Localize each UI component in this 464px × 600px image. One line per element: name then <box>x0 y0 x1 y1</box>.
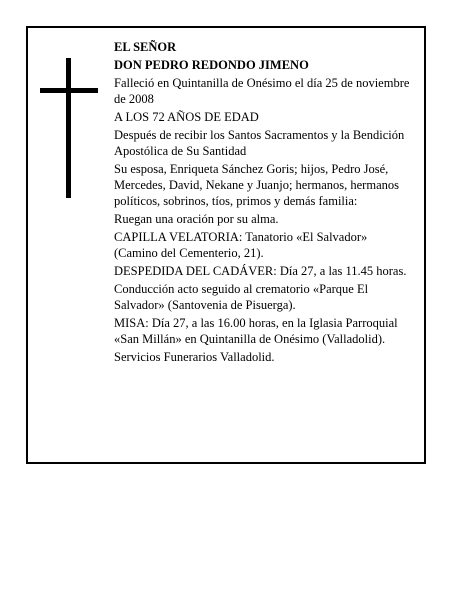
chapel-line: CAPILLA VELATORIA: Tanatorio «El Salvador» (Camino del Cementerio, 21). <box>114 230 368 260</box>
family-line: Su esposa, Enriqueta Sánchez Goris; hijos, Pedro José, Mercedes, David, Nekane y Juanjo; hermanos, hermanos políticos, sobrinos, tíos, primos y demás familia: <box>114 162 399 208</box>
cross-icon <box>40 58 98 198</box>
age-line: A LOS 72 AÑOS DE EDAD <box>114 110 259 124</box>
cross-vertical-bar <box>66 58 71 198</box>
death-statement: Falleció en Quintanilla de Onésimo el día 25 de noviembre de 2008 <box>114 76 410 106</box>
sacraments-line: Después de recibir los Santos Sacramentos y la Bendición Apostólica de Su Santidad <box>114 128 405 158</box>
services-line: Servicios Funerarios Valladolid. <box>114 350 275 364</box>
farewell-line: DESPEDIDA DEL CADÁVER: Día 27, a las 11.45 horas. <box>114 264 407 278</box>
prayer-line: Ruegan una oración por su alma. <box>114 212 279 226</box>
mass-line: MISA: Día 27, a las 16.00 horas, en la Iglasia Parroquial «San Millán» en Quintanilla de Onésimo (Valladolid). <box>114 316 398 346</box>
notice-title: EL SEÑOR <box>114 40 177 54</box>
notice-text <box>114 39 414 367</box>
cross-horizontal-bar <box>40 88 98 93</box>
deceased-name: DON PEDRO REDONDO JIMENO <box>114 58 309 72</box>
cremation-line: Conducción acto seguido al crematorio «Parque El Salvador» (Santovenia de Pisuerga). <box>114 282 369 312</box>
obituary-notice <box>26 26 426 464</box>
